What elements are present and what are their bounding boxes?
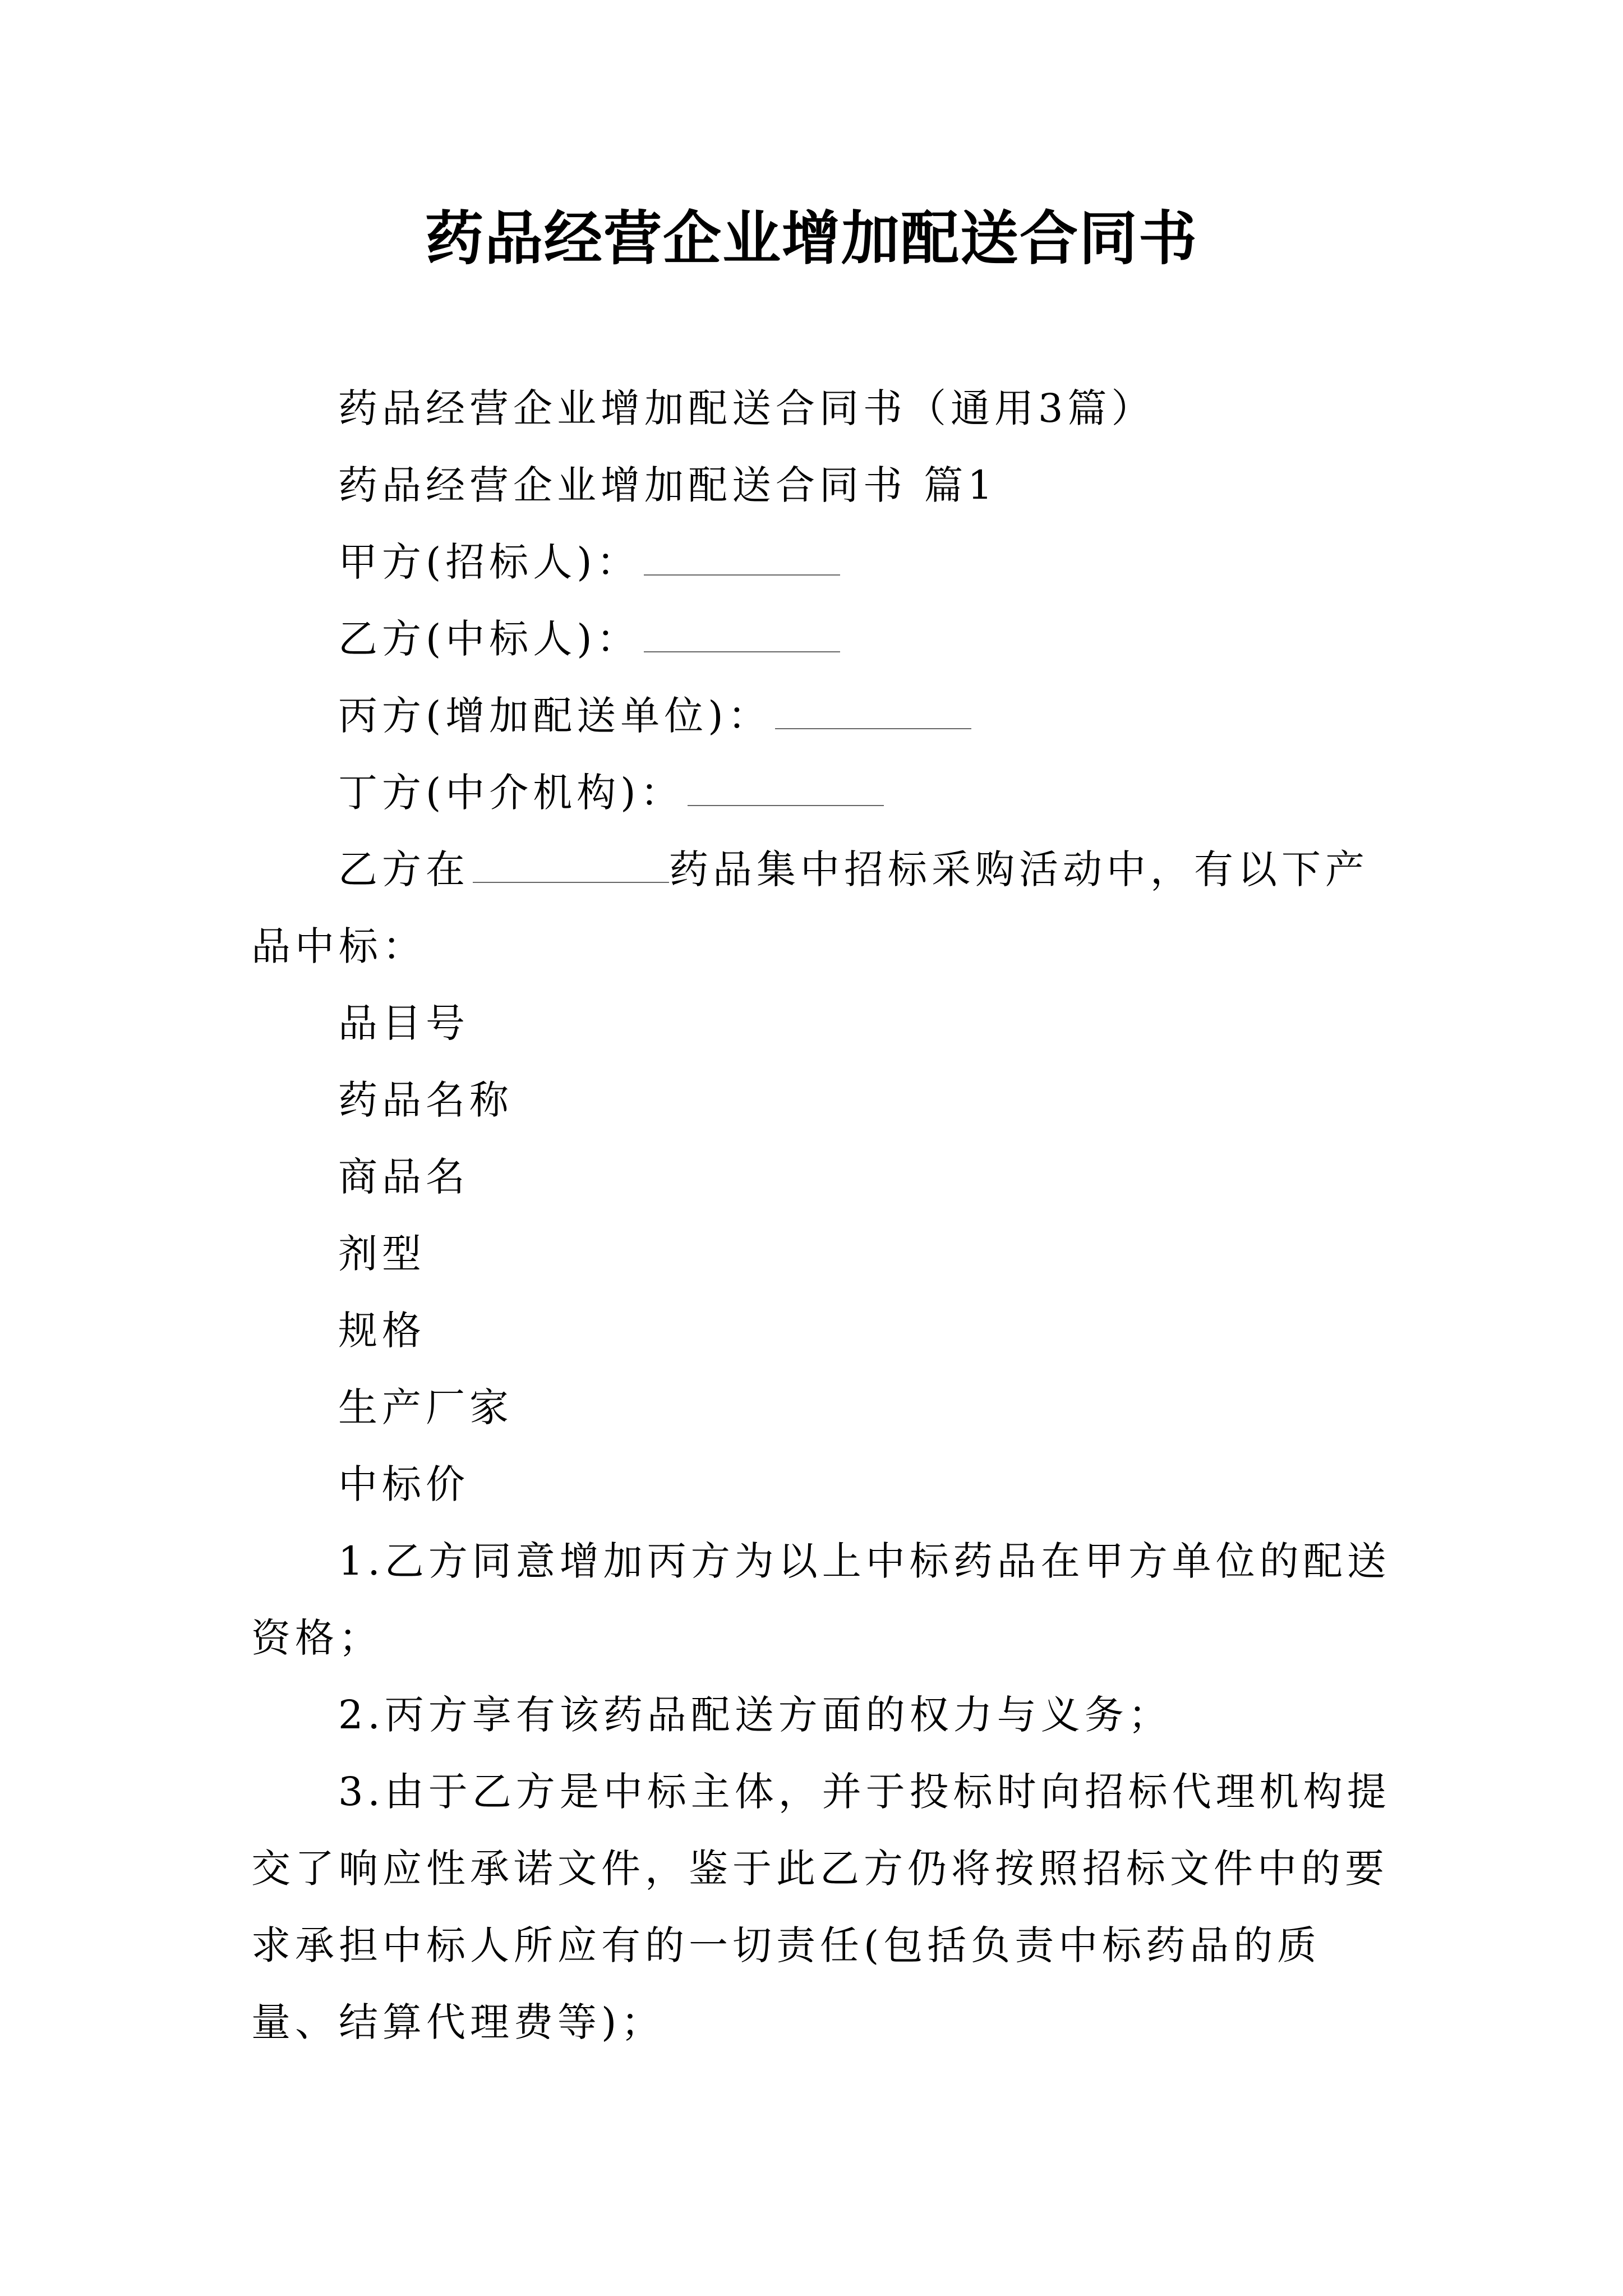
intro-text-after: 药品集中招标采购活动中，有以下产品中标： <box>251 846 1369 969</box>
party-c-blank <box>775 689 971 729</box>
field-spec: 规格 <box>338 1308 426 1354</box>
intro-paragraph <box>251 831 1395 985</box>
field-manufacturer: 生产厂家 <box>338 1384 513 1430</box>
part-heading: 药品经营企业增加配送合同书 篇1 <box>338 462 997 508</box>
document-subtitle: 药品经营企业增加配送合同书（通用3篇） <box>338 385 1155 431</box>
field-dosage-form: 剂型 <box>338 1231 426 1277</box>
party-b-label: 乙方(中标人)： <box>338 616 640 662</box>
field-bid-price: 中标价 <box>338 1461 469 1507</box>
field-trade-name: 商品名 <box>338 1154 469 1200</box>
party-b-line <box>251 601 1395 678</box>
party-a-blank <box>644 535 840 576</box>
party-a-line <box>251 524 1395 601</box>
intro-text-before: 乙方在 <box>338 846 469 892</box>
party-b-blank <box>644 612 840 652</box>
party-a-label: 甲方(招标人)： <box>338 539 640 585</box>
field-drug-name: 药品名称 <box>338 1077 513 1123</box>
clause-2: 2.丙方享有该药品配送方面的权力与义务； <box>338 1692 1172 1738</box>
party-d-line <box>251 754 1395 831</box>
party-c-label: 丙方(增加配送单位)： <box>338 693 772 739</box>
intro-blank <box>473 843 669 883</box>
clause-1: 1.乙方同意增加丙方为以上中标药品在甲方单位的配送资格； <box>251 1538 1391 1661</box>
field-item-no: 品目号 <box>338 1000 469 1046</box>
party-d-blank <box>688 766 884 806</box>
clause-3: 3.由于乙方是中标主体，并于投标时向招标代理机构提交了响应性承诺文件，鉴于此乙方仍将按照招标文件中的要求承担中标人所应有的一切责任(包括负责中标药品的质量、结算代理费等)； <box>251 1769 1391 2045</box>
document-title: 药品经营企业增加配送合同书 <box>425 204 1198 273</box>
party-c-line <box>251 678 1395 754</box>
document-body <box>251 370 1395 2061</box>
party-d-label: 丁方(中介机构)： <box>338 770 684 816</box>
